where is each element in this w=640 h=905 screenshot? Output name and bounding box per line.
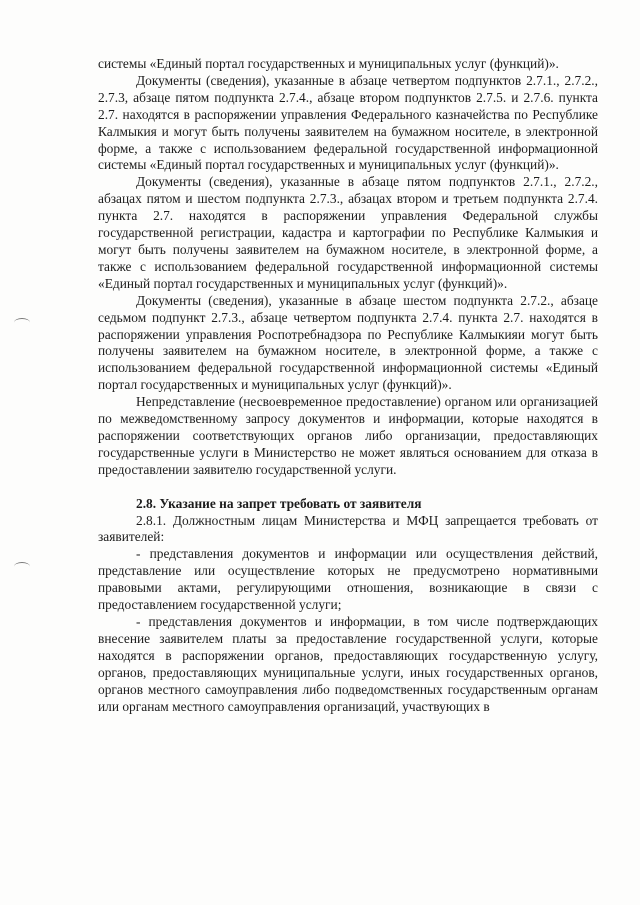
paragraph: 2.8.1. Должностным лицам Министерства и МФЦ запрещается требовать от заявителей: xyxy=(98,512,598,545)
list-item: - представления документов и информации, в том числе подтверждающих внесение заявителем платы за предоставление государственной услуги, которые находятся в распоряжении органов, предоставляющих государственную услугу, органов, предоставляющих муниципальные услуги, иных государственных органов, органов местного самоуправления либо подведомственных государственным органам или органам местного самоуправления организаций, участвующих в xyxy=(98,614,598,714)
document-body xyxy=(98,56,598,715)
paragraph: Документы (сведения), указанные в абзаце шестом подпункта 2.7.2., абзаце седьмом подпункт 2.7.3., абзаце четвертом подпункта 2.7.4. пункта 2.7. находятся в распоряжении управления Роспотребнадзора по Республике Калмыкияи могут быть получены заявителем на бумажном носителе, в электронной форме, а также с использованием федеральной государственной информационной системы «Единый портал государственных и муниципальных услуг (функций)». xyxy=(98,292,598,393)
scan-artifact-mark xyxy=(14,318,30,327)
paragraph: Документы (сведения), указанные в абзаце четвертом подпунктов 2.7.1., 2.7.2., 2.7.3, абзаце пятом подпункта 2.7.4., абзаце втором подпунктов 2.7.5. и 2.7.6. пункта 2.7. находятся в распоряжении управления Федерального казначейства по Республике Калмыкия и могут быть получены заявителем на бумажном носителе, в электронной форме, а также с использованием федеральной государственной информационной системы «Единый портал государственных и муниципальных услуг (функций)». xyxy=(98,72,598,173)
paragraph: Документы (сведения), указанные в абзаце пятом подпунктов 2.7.1., 2.7.2., абзацах пятом и шестом подпункта 2.7.3., абзацах втором и третьем подпункта 2.7.4. пункта 2.7. находятся в распоряжении управления Федеральной службы государственной регистрации, кадастра и картографии по Республике Калмыкия и могут быть получены заявителем на бумажном носителе, в электронной форме, а также с использованием федеральной государственной информационной системы «Единый портал государственных и муниципальных услуг (функций)». xyxy=(98,174,598,291)
paragraph: системы «Единый портал государственных и муниципальных услуг (функций)». xyxy=(98,56,559,71)
list-item: - представления документов и информации или осуществления действий, представление или осуществление которых не предусмотрено нормативными правовыми актами, регулирующими отношения, возникающие в связи с предоставлением государственной услуги; xyxy=(98,546,598,613)
scan-artifact-mark xyxy=(14,562,30,571)
section-heading: 2.8. Указание на запрет требовать от заявителя xyxy=(136,495,422,511)
paragraph: Непредставление (несвоевременное предоставление) органом или организацией по межведомственному запросу документов и информации, которые находятся в распоряжении соответствующих органов либо организации, предоставляющих государственные услуги в Министерство не может являться основанием для отказа в предоставлении заявителю государственной услуги. xyxy=(98,394,598,477)
